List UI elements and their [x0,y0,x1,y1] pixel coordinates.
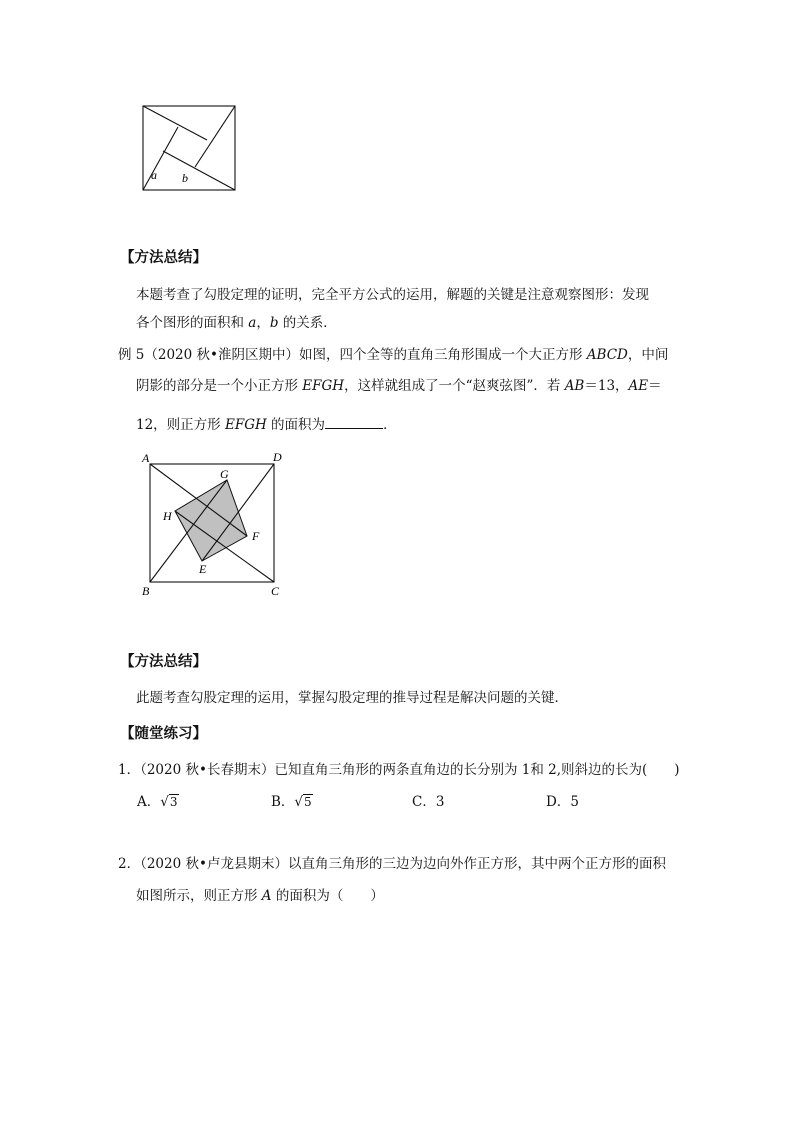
method-summary-heading-2: 【方法总结】 [120,654,207,670]
label-A: A [142,451,150,465]
label-B: B [142,584,150,598]
summary-2-line-1: 此题考查勾股定理的运用，掌握勾股定理的推导过程是解决问题的关键． [136,690,568,706]
example-5-line-3: 12，则正方形 EFGH 的面积为 ． [136,417,397,433]
summary-1-line-2: 各个图形的面积和 a，b 的关系． [136,315,337,331]
label-C: C [271,584,280,598]
label-F: F [252,529,260,543]
sqrt-symbol: √3 [160,794,178,810]
q1-option-c[interactable]: C．3 [412,794,445,810]
q1-option-d[interactable]: D．5 [546,794,579,810]
question-1-text: 1．（2020 秋•长春期末）已知直角三角形的两条直角边的长分别为 1和 2,则斜边的长为( ) [118,762,680,778]
question-2-line-2: 如图所示，则正方形 A 的面积为（ ） [136,888,384,904]
label-a: a [151,168,157,182]
practice-heading: 【随堂练习】 [120,726,207,742]
example-5-line-2: 阴影的部分是一个小正方形 EFGH，这样就组成了一个“赵爽弦图”．若 AB＝13，AE＝ [136,378,662,394]
q1-option-a[interactable]: A．√3 [137,794,178,810]
label-E: E [199,562,207,576]
q1-option-b[interactable]: B．√5 [271,794,312,810]
side-line-left [143,127,178,190]
method-summary-heading-1: 【方法总结】 [120,250,207,266]
side-line-top [143,106,207,140]
label-b: b [182,171,188,185]
label-G: G [220,467,229,481]
question-2-line-1: 2．（2020 秋•卢龙县期末）以直角三角形的三边为边向外作正方形，其中两个正方形的面积 [118,856,666,872]
summary-1-line-1: 本题考查了勾股定理的证明，完全平方公式的运用，解题的关键是注意观察图形：发现 [136,287,649,303]
label-H: H [163,509,172,523]
sqrt-symbol: √5 [294,794,312,810]
answer-blank[interactable] [325,416,383,429]
side-line-bottom [163,151,235,190]
pythagoras-figure-1 [138,100,242,196]
example-5-line-1: 例 5（2020 秋•淮阴区期中）如图，四个全等的直角三角形围成一个大正方形 ABCD，中间 [118,347,669,363]
label-D: D [273,450,282,464]
zhao-shuang-figure [138,446,288,602]
